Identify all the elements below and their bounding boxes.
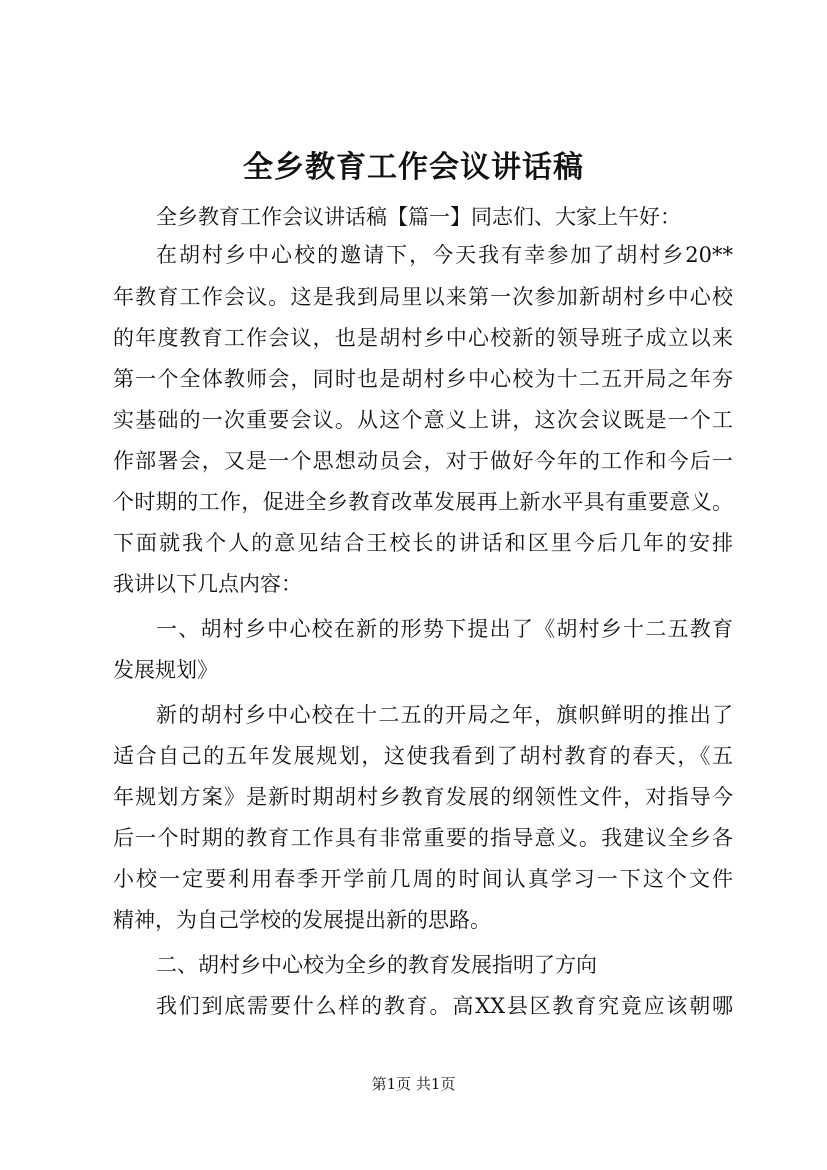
body-line: 后一个时期的教育工作具有非常重要的指导意义。我建议全乡各 [113,826,733,850]
body-line: 适合自己的五年发展规划，这使我看到了胡村教育的春天，《五 [113,744,733,768]
section-heading: 二、胡村乡中心校为全乡的教育发展指明了方向 [156,953,597,977]
section-heading: 一、胡村乡中心校在新的形势下提出了《胡村乡十二五教育 [156,617,733,641]
body-line: 作部署会，又是一个思想动员会，对于做好今年的工作和今后一 [113,449,733,473]
body-line: 我讲以下几点内容： [113,572,302,596]
body-line: 下面就我个人的意见结合王校长的讲话和区里今后几年的安排 [113,531,733,555]
section-heading: 发展规划》 [113,658,218,682]
page-footer: 第1页 共1页 [371,1075,456,1093]
body-line: 我们到底需要什么样的教育。高XX县区教育究竟应该朝哪 [156,994,733,1018]
body-line: 年规划方案》是新时期胡村乡教育发展的纲领性文件，对指导今 [113,785,733,809]
body-line: 年教育工作会议。这是我到局里以来第一次参加新胡村乡中心校 [113,285,733,309]
body-line: 新的胡村乡中心校在十二五的开局之年，旗帜鲜明的推出了 [156,703,733,727]
body-line: 第一个全体教师会，同时也是胡村乡中心校为十二五开局之年夯 [113,367,733,391]
body-line: 在胡村乡中心校的邀请下，今天我有幸参加了胡村乡20** [156,243,733,267]
body-line: 的年度教育工作会议，也是胡村乡中心校新的领导班子成立以来 [113,326,733,350]
body-line: 个时期的工作，促进全乡教育改革发展再上新水平具有重要意义。 [113,490,733,514]
body-line: 小校一定要利用春季开学前几周的时间认真学习一下这个文件 [113,867,733,891]
document-title: 全乡教育工作会议讲话稿 [243,150,584,185]
body-line: 全乡教育工作会议讲话稿【篇一】同志们、大家上午好： [156,205,681,229]
body-line: 实基础的一次重要会议。从这个意义上讲，这次会议既是一个工 [113,408,733,432]
body-line: 精神，为自己学校的发展提出新的思路。 [113,908,491,932]
